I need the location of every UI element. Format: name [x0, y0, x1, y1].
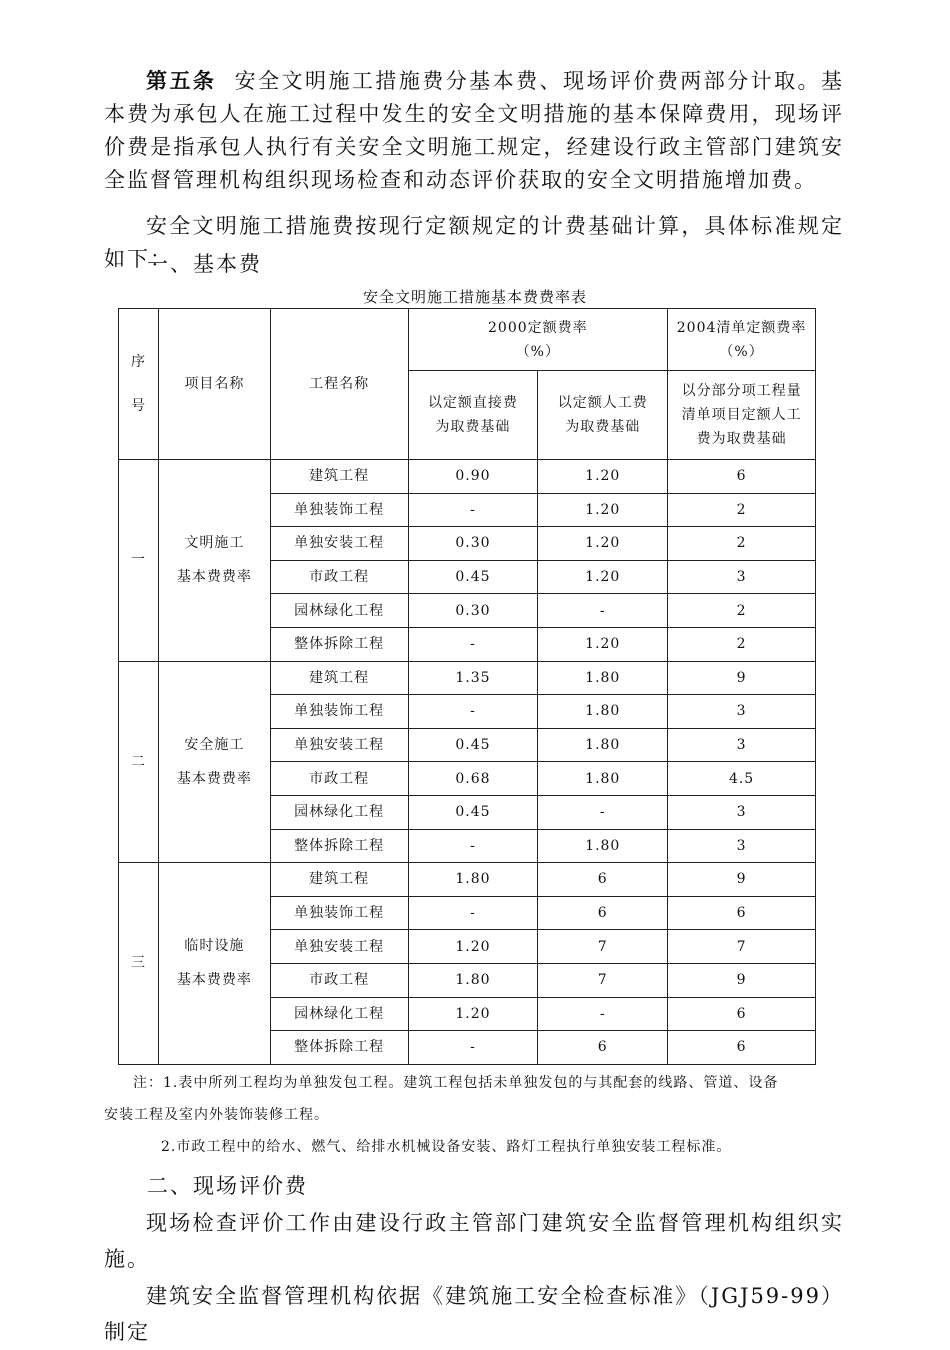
rate-labor-cost-cell: - [538, 997, 668, 1031]
header-col-b-line2: 为取费基础 [565, 419, 641, 435]
rate-direct-cost-cell: - [408, 627, 538, 661]
table-row [119, 661, 816, 695]
rate-bill-labor-cell: 3 [668, 795, 816, 829]
rate-bill-labor-cell: 2 [668, 527, 816, 561]
rate-labor-cost-cell: - [538, 594, 668, 628]
rate-bill-labor-cell: 6 [668, 997, 816, 1031]
project-name-cell: 市政工程 [270, 560, 408, 594]
rate-bill-labor-cell: 3 [668, 560, 816, 594]
rate-direct-cost-cell: 0.68 [408, 762, 538, 796]
group-seq-cell: 三 [119, 863, 159, 1065]
project-name-cell: 单独装饰工程 [270, 896, 408, 930]
rate-labor-cost-cell: 1.80 [538, 829, 668, 863]
note-1-line-1: 注：1.表中所列工程均为单独发包工程。建筑工程包括未单独发包的与其配套的线路、管道、设备 [133, 1075, 779, 1091]
rate-labor-cost-cell: 1.80 [538, 728, 668, 762]
rate-labor-cost-cell: 1.20 [538, 493, 668, 527]
rate-labor-cost-cell: 1.20 [538, 527, 668, 561]
group-seq-cell: 二 [119, 661, 159, 863]
header-item-name: 项目名称 [158, 309, 270, 460]
paragraph-standard: 建筑安全监督管理机构依据《建筑施工安全检查标准》（JGJ59-99）制定 [104, 1284, 844, 1344]
group-item-name-cell [158, 661, 270, 863]
project-name-cell: 建筑工程 [270, 863, 408, 897]
rate-labor-cost-cell: - [538, 795, 668, 829]
header-direct-cost-basis [408, 371, 538, 460]
project-name-cell: 园林绿化工程 [270, 795, 408, 829]
rate-direct-cost-cell: 1.35 [408, 661, 538, 695]
project-name-cell: 市政工程 [270, 762, 408, 796]
project-name-cell: 单独安装工程 [270, 930, 408, 964]
header-rate-2004-line1: 2004清单定额费率 [676, 319, 807, 336]
rate-direct-cost-cell: 1.20 [408, 930, 538, 964]
note-1-line-2: 安装工程及室内外装饰装修工程。 [104, 1107, 329, 1123]
rate-direct-cost-cell: - [408, 1031, 538, 1065]
rate-labor-cost-cell: 1.80 [538, 661, 668, 695]
rate-bill-labor-cell: 6 [668, 896, 816, 930]
rate-direct-cost-cell: - [408, 896, 538, 930]
project-name-cell: 整体拆除工程 [270, 829, 408, 863]
rate-bill-labor-cell: 2 [668, 594, 816, 628]
group-item-name-cell [158, 863, 270, 1065]
project-name-cell: 园林绿化工程 [270, 594, 408, 628]
rate-direct-cost-cell: 1.80 [408, 863, 538, 897]
rate-direct-cost-cell: 0.45 [408, 728, 538, 762]
header-seq-2: 号 [130, 398, 146, 414]
rate-direct-cost-cell: 1.20 [408, 997, 538, 1031]
table-row [119, 460, 816, 494]
rate-bill-labor-cell: 2 [668, 493, 816, 527]
group-item-name-line1: 临时设施 [184, 938, 245, 955]
group-item-name-line1: 安全施工 [184, 736, 245, 753]
header-col-c-line3: 费为取费基础 [696, 431, 787, 447]
header-col-a-line1: 以定额直接费 [427, 395, 518, 411]
group-item-name-line1: 文明施工 [184, 535, 245, 552]
rate-labor-cost-cell: 6 [538, 896, 668, 930]
project-name-cell: 单独安装工程 [270, 728, 408, 762]
rate-bill-labor-cell: 6 [668, 1031, 816, 1065]
rate-direct-cost-cell: 0.90 [408, 460, 538, 494]
rate-labor-cost-cell: 6 [538, 1031, 668, 1065]
header-seq [119, 309, 159, 460]
paragraph-site-inspection: 现场检查评价工作由建设行政主管部门建筑安全监督管理机构组织实施。 [104, 1211, 844, 1271]
project-name-cell: 建筑工程 [270, 661, 408, 695]
article-paragraph [104, 64, 844, 197]
project-name-cell: 整体拆除工程 [270, 627, 408, 661]
rate-labor-cost-cell: 1.20 [538, 460, 668, 494]
header-col-b-line1: 以定额人工费 [557, 395, 648, 411]
article-label: 第五条 [146, 68, 217, 93]
project-name-cell: 整体拆除工程 [270, 1031, 408, 1065]
header-rate-2000-line2: （%） [515, 343, 560, 360]
rate-direct-cost-cell: 0.30 [408, 527, 538, 561]
rate-labor-cost-cell: 1.20 [538, 627, 668, 661]
rate-bill-labor-cell: 9 [668, 963, 816, 997]
group-item-name-line2: 基本费费率 [176, 770, 252, 787]
rate-labor-cost-cell: 1.80 [538, 762, 668, 796]
rate-bill-labor-cell: 7 [668, 930, 816, 964]
rate-bill-labor-cell: 3 [668, 728, 816, 762]
section1-heading: 一、基本费 [147, 252, 262, 276]
rate-bill-labor-cell: 2 [668, 627, 816, 661]
rate-bill-labor-cell: 3 [668, 695, 816, 729]
rate-direct-cost-cell: - [408, 493, 538, 527]
note-2: 2.市政工程中的给水、燃气、给排水机械设备安装、路灯工程执行单独安装工程标准。 [161, 1139, 732, 1155]
project-name-cell: 单独安装工程 [270, 527, 408, 561]
rate-labor-cost-cell: 6 [538, 863, 668, 897]
header-project-name: 工程名称 [270, 309, 408, 460]
rate-labor-cost-cell: 7 [538, 930, 668, 964]
rate-table [118, 308, 816, 1065]
rate-bill-labor-cell: 3 [668, 829, 816, 863]
group-item-name-line2: 基本费费率 [176, 972, 252, 989]
rate-bill-labor-cell: 9 [668, 661, 816, 695]
table-row [119, 863, 816, 897]
rate-labor-cost-cell: 7 [538, 963, 668, 997]
rate-bill-labor-cell: 4.5 [668, 762, 816, 796]
header-col-c-line1: 以分部分项工程量 [681, 383, 802, 399]
article-text: 安全文明施工措施费分基本费、现场评价费两部分计取。基本费为承包人在施工过程中发生的安全文明措施的基本保障费用，现场评价费是指承包人执行有关安全文明施工规定，经建设行政主管部门建筑安全监督管理机构组织现场检查和动态评价获取的安全文明措施增加费。 [104, 69, 845, 192]
rate-direct-cost-cell: 1.80 [408, 963, 538, 997]
header-rate-2004 [668, 309, 816, 371]
project-name-cell: 单独装饰工程 [270, 695, 408, 729]
project-name-cell: 市政工程 [270, 963, 408, 997]
group-item-name-line2: 基本费费率 [176, 569, 252, 586]
header-col-a-line2: 为取费基础 [435, 419, 511, 435]
header-rate-2000-line1: 2000定额费率 [488, 319, 588, 336]
header-bill-labor-basis [668, 371, 816, 460]
rate-direct-cost-cell: 0.45 [408, 795, 538, 829]
rate-bill-labor-cell: 6 [668, 460, 816, 494]
table-caption: 安全文明施工措施基本费费率表 [362, 288, 587, 306]
header-seq-1: 序 [130, 354, 146, 370]
header-col-c-line2: 清单项目定额人工 [681, 407, 802, 423]
group-item-name-cell [158, 460, 270, 662]
section2-heading: 二、现场评价费 [147, 1174, 308, 1198]
rate-direct-cost-cell: 0.30 [408, 594, 538, 628]
rate-direct-cost-cell: 0.45 [408, 560, 538, 594]
rate-direct-cost-cell: - [408, 829, 538, 863]
project-name-cell: 建筑工程 [270, 460, 408, 494]
project-name-cell: 单独装饰工程 [270, 493, 408, 527]
rate-bill-labor-cell: 9 [668, 863, 816, 897]
intro-paragraph: 安全文明施工措施费按现行定额规定的计费基础计算，具体标准规定如下： [104, 214, 844, 271]
header-rate-2004-line2: （%） [719, 343, 764, 360]
group-seq-cell: 一 [119, 460, 159, 662]
header-rate-2000 [408, 309, 668, 371]
rate-direct-cost-cell: - [408, 695, 538, 729]
project-name-cell: 园林绿化工程 [270, 997, 408, 1031]
header-labor-cost-basis [538, 371, 668, 460]
rate-labor-cost-cell: 1.20 [538, 560, 668, 594]
rate-labor-cost-cell: 1.80 [538, 695, 668, 729]
